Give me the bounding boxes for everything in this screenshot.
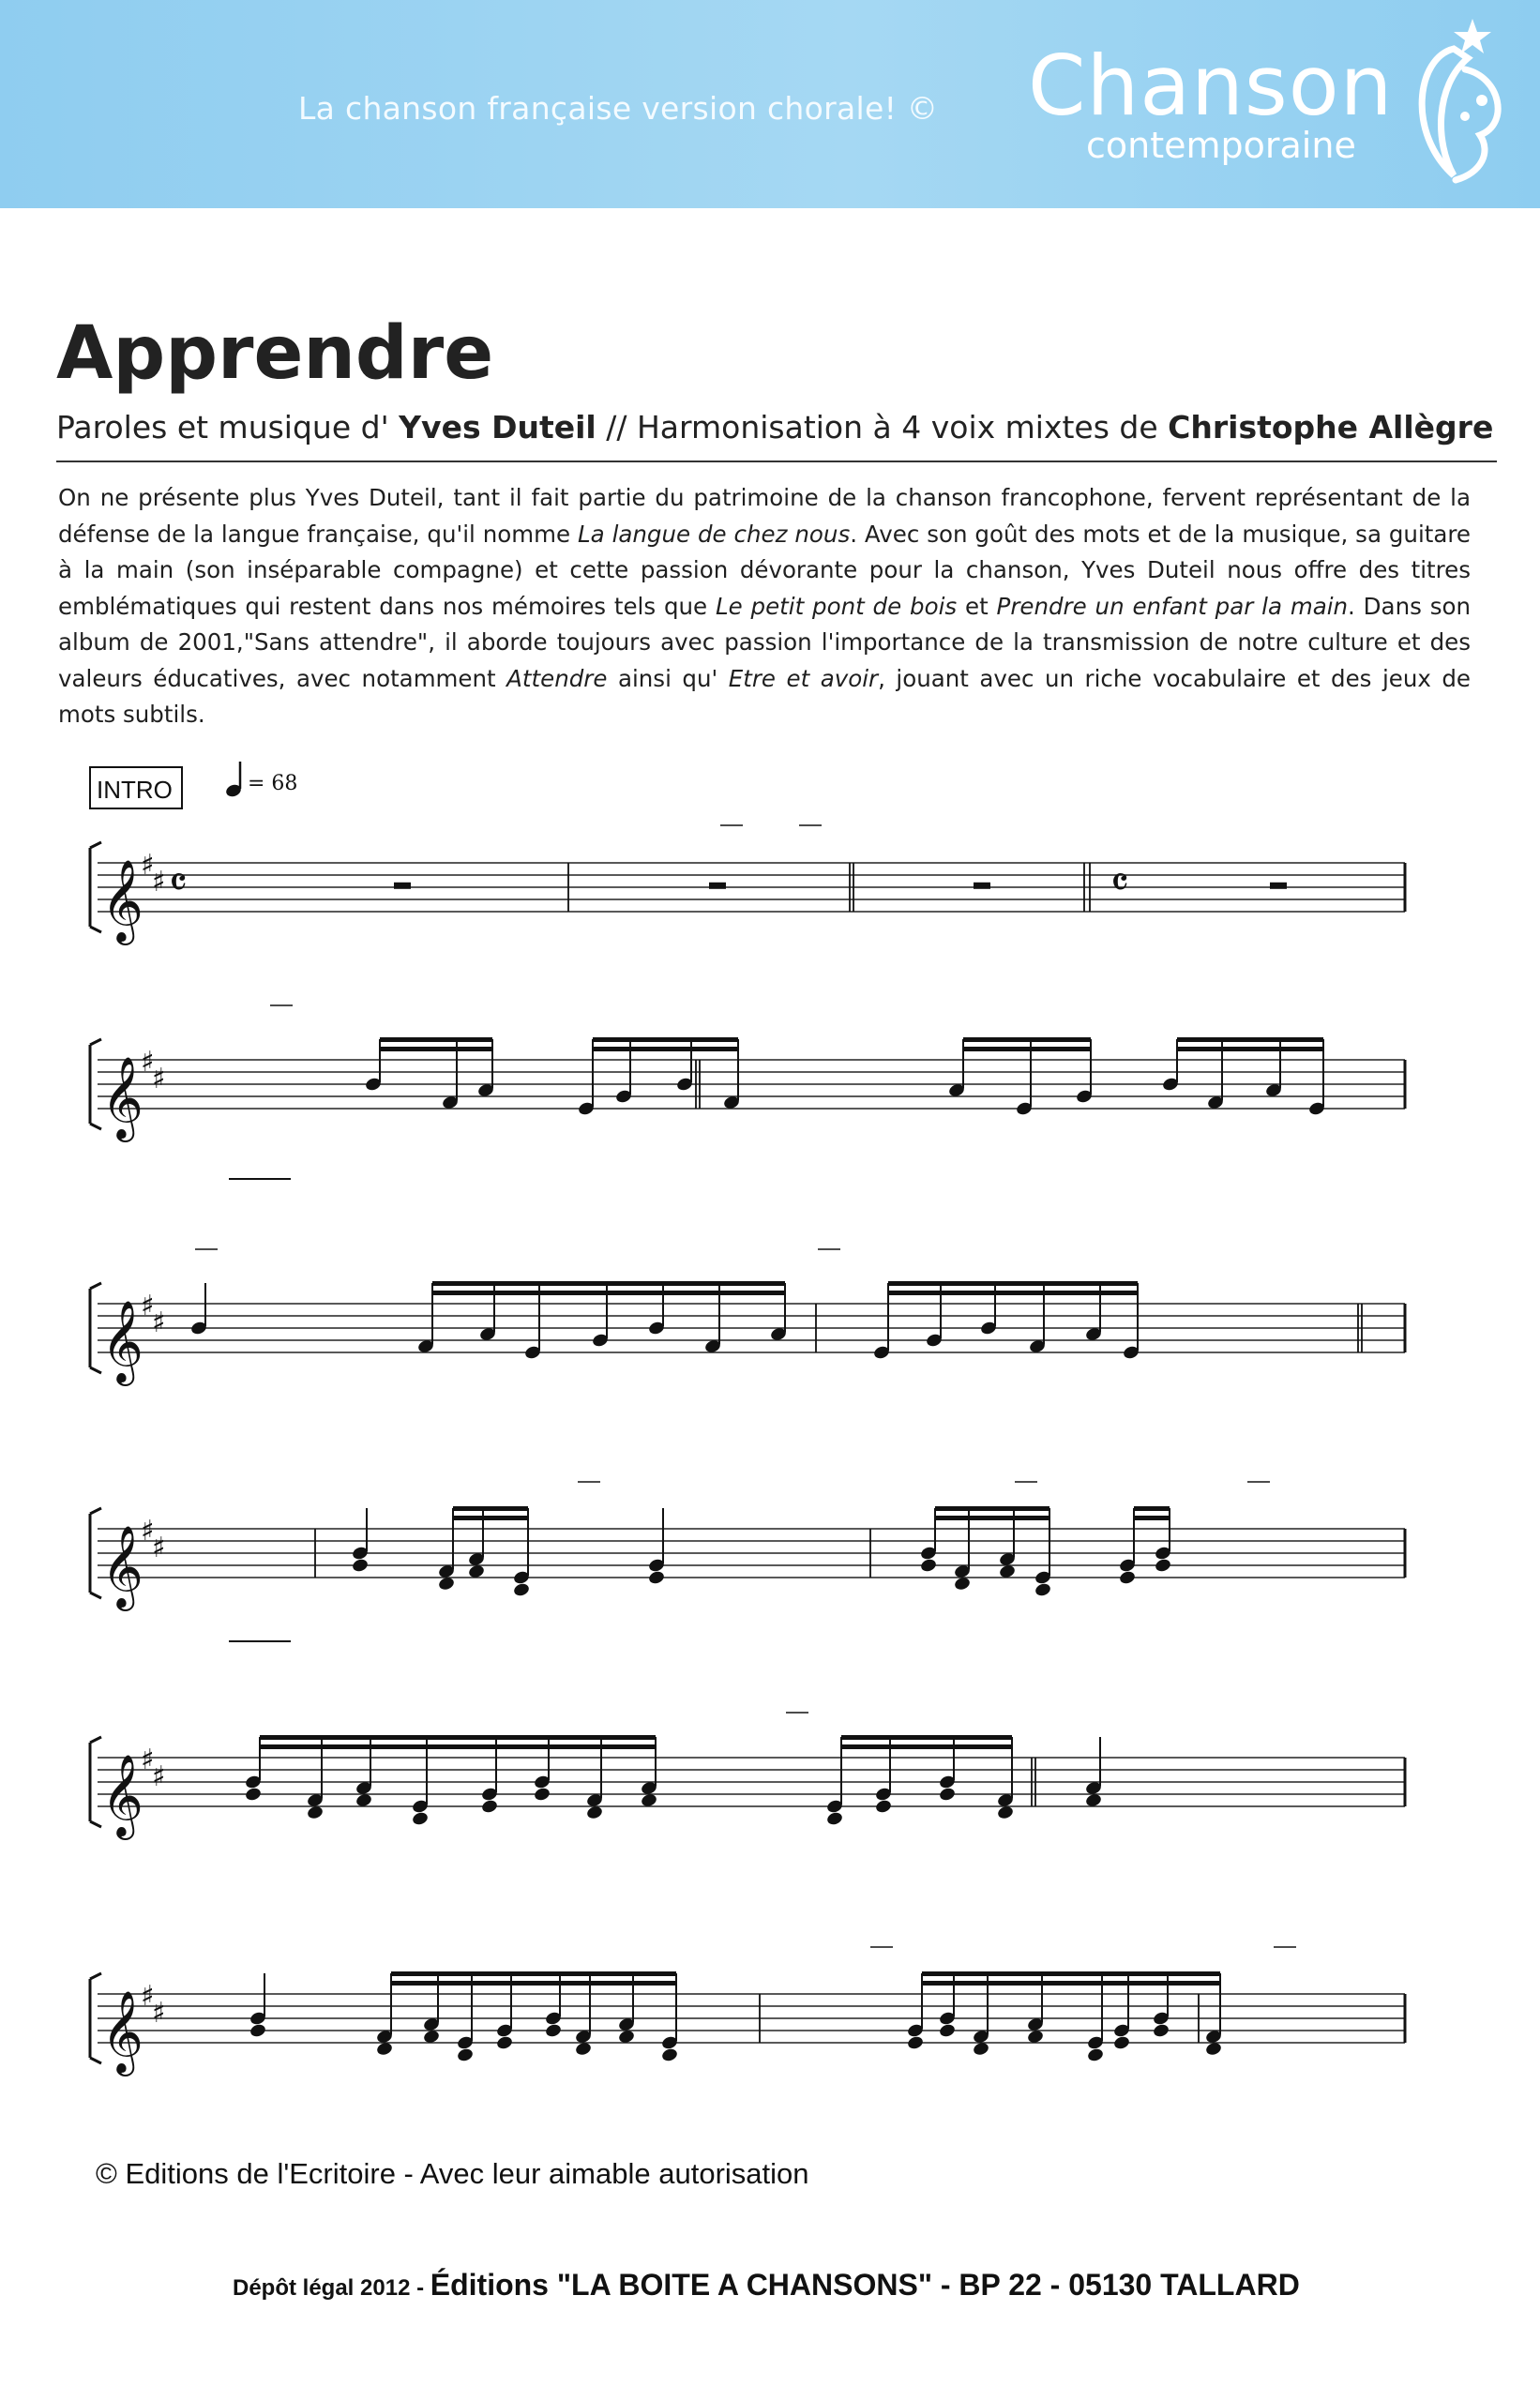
note-beam [601,1735,656,1740]
note-beam [560,1971,590,1976]
note-head-lower [1118,1570,1136,1586]
credits-lead: Paroles et musique d' [56,409,400,445]
note-beam [1102,1971,1128,1976]
note-beam [1134,1516,1170,1520]
sharp-icon: ♯ [141,1744,155,1776]
note-beam [1100,1291,1138,1295]
whole-rest-icon [709,883,726,889]
note-beam [593,1037,630,1042]
note-beam [260,1744,322,1749]
sharp-icon: ♯ [152,1997,166,2030]
note-beam [954,1744,1012,1749]
arranger-name: Christophe Allègre [1168,409,1494,445]
note-beam [593,1047,630,1051]
note-beam [438,1971,472,1976]
note-beam [988,1971,1042,1976]
note-beam [1014,1516,1049,1520]
treble-clef-icon: 𝄞 [101,858,143,942]
note-beam [1168,1981,1220,1986]
intro-label: INTRO [97,776,173,804]
note-beam [988,1981,1042,1986]
sharp-icon: ♯ [141,1515,155,1548]
tempo-marking: = 68 [248,772,298,795]
sharp-icon: ♯ [152,866,166,898]
note-beam [483,1516,528,1520]
note-beam [963,1037,1031,1042]
note-beam [1134,1506,1170,1511]
intro-text-3: et [957,592,997,620]
note-beam [719,1291,785,1295]
intro-text-5: ainsi qu' [607,664,729,692]
note-beam [391,1981,438,1986]
note-head-lower [1034,1582,1051,1598]
note-beam [483,1506,528,1511]
note-head-lower [647,1570,665,1586]
staff-system-4 [90,1482,1405,1641]
treble-clef-icon: 𝄞 [101,1055,143,1139]
note-beam [890,1744,954,1749]
note-beam [607,1291,663,1295]
intro-text-4: . Dans son album de 2001,"Sans attendre", il aborde toujours avec passion l'importance de la transmission de notre culture et des valeurs éducatives, avec notamment [58,592,1471,692]
note-beam [539,1291,607,1295]
note-beam [1177,1047,1222,1051]
note-beam [1014,1506,1049,1511]
intro-text-2: . Avec son goût des mots et de la musique, sa guitare à la main (son inséparable compagne) et cette passion dévorante pour la chanson, Yves Duteil nous offre des titres emblématiques qui restent dans nos mémoires tels que [58,520,1471,620]
treble-clef-icon: 𝄞 [101,1989,143,2073]
note-beam [1044,1291,1100,1295]
song-title: Apprendre [56,311,494,396]
note-head-lower [874,1799,892,1815]
brand-subtitle: contemporaine [1086,125,1356,166]
note-beam [494,1281,539,1286]
note-beam [719,1281,785,1286]
whole-rest-icon [1270,883,1287,889]
note-head-lower [1154,1558,1171,1574]
note-beam [691,1037,738,1042]
staff-system-1 [90,825,1405,945]
treble-clef-icon: 𝄞 [101,1753,143,1836]
publisher-address: Éditions "LA BOITE A CHANSONS" - BP 22 - 05130 TALLARD [430,2268,1300,2302]
note-beam [427,1744,496,1749]
note-beam [954,1735,1012,1740]
note-beam [370,1744,427,1749]
note-beam [391,1971,438,1976]
note-beam [427,1735,496,1740]
sharp-icon: ♯ [152,1063,166,1095]
intro-text-6: , jouant avec un riche vocabulaire et des jeux de mots subtils. [58,664,1471,728]
intro-title-1: La langue de chez nous [578,520,851,548]
tagline: La chanson française version chorale! © [298,90,939,127]
note-head-lower [1086,2047,1104,2063]
note-beam [1280,1037,1323,1042]
note-head-lower [512,1582,530,1598]
note-beam [590,1981,633,1986]
note-beam [888,1281,941,1286]
note-beam [922,1971,954,1976]
brand-title: Chanson [1028,38,1394,134]
note-beam [496,1744,549,1749]
note-head-lower [938,2023,956,2039]
note-head-lower [1112,2035,1130,2051]
note-beam [1031,1047,1091,1051]
note-beam [1042,1971,1102,1976]
note-beam [954,1981,988,1986]
note-beam [472,1971,511,1976]
credits-mid: // Harmonisation à 4 voix mixtes de [596,409,1169,445]
note-head-lower [906,2035,924,2051]
note-head-lower [480,1799,498,1815]
note-beam [380,1037,457,1042]
whole-rest-icon [394,883,411,889]
note-beam [841,1735,890,1740]
note-beam [432,1291,494,1295]
note-beam [1128,1971,1168,1976]
sharp-icon: ♯ [152,1532,166,1564]
note-beam [888,1291,941,1295]
note-head-lower [938,1787,956,1803]
intro-text-1: On ne présente plus Yves Duteil, tant il fait partie du patrimoine de la chanson francophone, fervent représentant de la défense de la langue française, qu'il nomme [58,484,1471,548]
note-beam [549,1744,601,1749]
note-head-lower [1152,2023,1170,2039]
intro-title-4: Attendre [506,664,608,692]
note-beam [511,1981,560,1986]
note-beam [890,1735,954,1740]
note-beam [630,1037,691,1042]
note-head-lower [495,2035,513,2051]
note-head-lower [456,2047,474,2063]
note-beam [663,1291,719,1295]
note-beam [691,1047,738,1051]
note-beam [453,1516,483,1520]
note-head-lower [533,1787,551,1803]
note-beam [963,1047,1031,1051]
note-beam [380,1047,457,1051]
note-beam [954,1971,988,1976]
intro-title-5: Etre et avoir [728,664,879,692]
note-beam [941,1291,995,1295]
note-beam [969,1516,1014,1520]
note-head-lower [919,1558,937,1574]
quarter-note-icon [224,762,242,798]
sharp-icon: ♯ [141,1046,155,1079]
note-beam [1031,1037,1091,1042]
note-beam [1128,1981,1168,1986]
legal-notice [233,2268,1300,2303]
note-beam [935,1516,969,1520]
systems [90,825,1405,2076]
note-beam [601,1744,656,1749]
note-head-lower [351,1558,369,1574]
note-beam [539,1281,607,1286]
note-beam [633,1971,676,1976]
note-head-lower [544,2023,562,2039]
note-beam [1042,1981,1102,1986]
note-beam [260,1735,322,1740]
note-beam [630,1047,691,1051]
note-beam [496,1735,549,1740]
note-beam [935,1506,969,1511]
note-beam [1168,1971,1220,1976]
note-beam [457,1047,492,1051]
note-head-lower [249,2023,266,2039]
sharp-icon: ♯ [141,1980,155,2013]
note-beam [995,1281,1044,1286]
note-beam [969,1506,1014,1511]
treble-clef-icon: 𝄞 [101,1299,143,1382]
note-beam [841,1744,890,1749]
note-beam [322,1744,370,1749]
note-beam [922,1981,954,1986]
note-beam [941,1281,995,1286]
sharp-icon: ♯ [141,1290,155,1322]
note-beam [1222,1047,1280,1051]
note-beam [438,1981,472,1986]
note-beam [1044,1281,1100,1286]
note-beam [472,1981,511,1986]
note-head-lower [825,1811,843,1827]
author-name: Yves Duteil [399,409,596,445]
intro-title-2: Le petit pont de bois [715,592,958,620]
treble-clef-icon: 𝄞 [101,1524,143,1608]
staff-system-6 [90,1947,1405,2076]
whole-rest-icon [974,883,990,889]
note-beam [370,1735,427,1740]
note-beam [560,1981,590,1986]
note-beam [494,1291,539,1295]
sharp-icon: ♯ [152,1760,166,1793]
note-beam [1177,1037,1222,1042]
note-head-lower [244,1787,262,1803]
note-beam [607,1281,663,1286]
note-head-lower [660,2047,678,2063]
note-beam [663,1281,719,1286]
note-beam [453,1506,483,1511]
note-beam [322,1735,370,1740]
note-beam [1100,1281,1138,1286]
note-beam [1222,1037,1280,1042]
staff-system-2 [90,1005,1405,1179]
note-beam [1102,1981,1128,1986]
intro-title-3: Prendre un enfant par la main [996,592,1349,620]
staff-system-5 [90,1713,1405,1840]
note-beam [457,1037,492,1042]
note-beam [590,1971,633,1976]
note-head-lower [411,1811,429,1827]
note-beam [511,1971,560,1976]
note-beam [633,1981,676,1986]
copyright-notice: © Editions de l'Ecritoire - Avec leur aimable autorisation [96,2157,809,2190]
sharp-icon: ♯ [152,1306,166,1339]
note-beam [549,1735,601,1740]
note-beam [1280,1047,1323,1051]
staff-system-3 [90,1249,1405,1386]
common-time-icon: 𝄴 [169,859,188,907]
common-time-icon: 𝄴 [1110,859,1129,907]
note-beam [432,1281,494,1286]
note-beam [995,1291,1044,1295]
sharp-icon: ♯ [141,849,155,882]
legal-deposit: Dépôt légal 2012 - [233,2275,430,2301]
